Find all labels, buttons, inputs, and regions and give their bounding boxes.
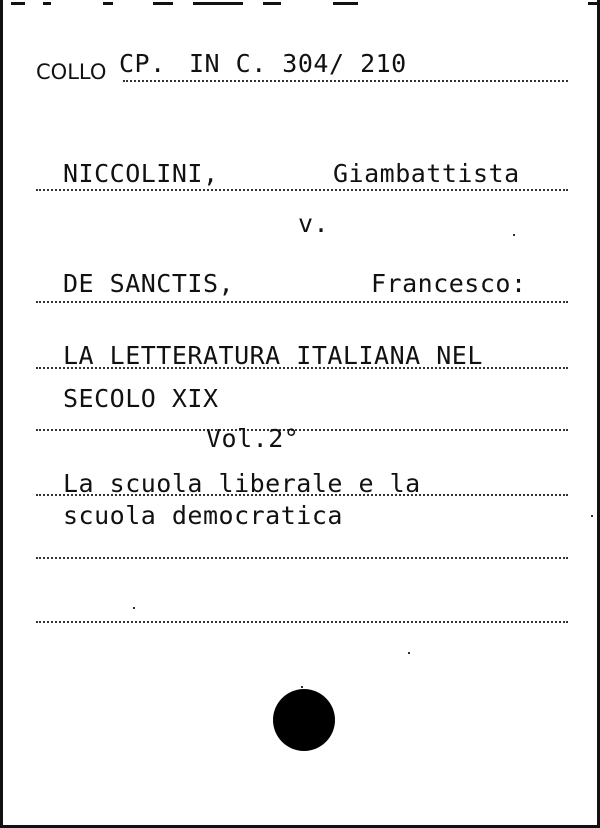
collocation-label: COLLO [36,60,107,84]
speck [513,234,515,236]
subtitle-line-1: La scuola liberale e la [63,469,421,498]
blank-rule-2 [36,621,568,623]
collocation-rule [123,80,568,82]
blank-rule-1 [36,557,568,559]
title-line-1: LA LETTERATURA ITALIANA NEL [63,341,483,370]
title-line-2: SECOLO XIX [63,384,219,413]
punch-hole [273,689,335,751]
speck [591,515,593,517]
relation-label: v. [298,209,330,238]
card-top-edge [3,0,600,8]
author-rule [36,189,568,191]
subtitle-line-2: scuola democratica [63,501,343,530]
author-given-name: Giambattista [333,159,520,188]
volume-label: Vol.2° [206,424,300,453]
subject-rule [36,301,568,303]
volume-rule [36,429,568,431]
speck [301,686,303,688]
collocation-number: IN C. 304/ 210 [189,49,407,78]
subtitle-rule [36,494,568,496]
author-surname: NICCOLINI, [63,159,219,188]
subject-surname: DE SANCTIS, [63,269,235,298]
subject-given-name: Francesco: [371,269,527,298]
title-rule [36,367,568,369]
speck [408,652,410,654]
speck [133,607,135,609]
collocation-mark: CP. [119,49,166,78]
